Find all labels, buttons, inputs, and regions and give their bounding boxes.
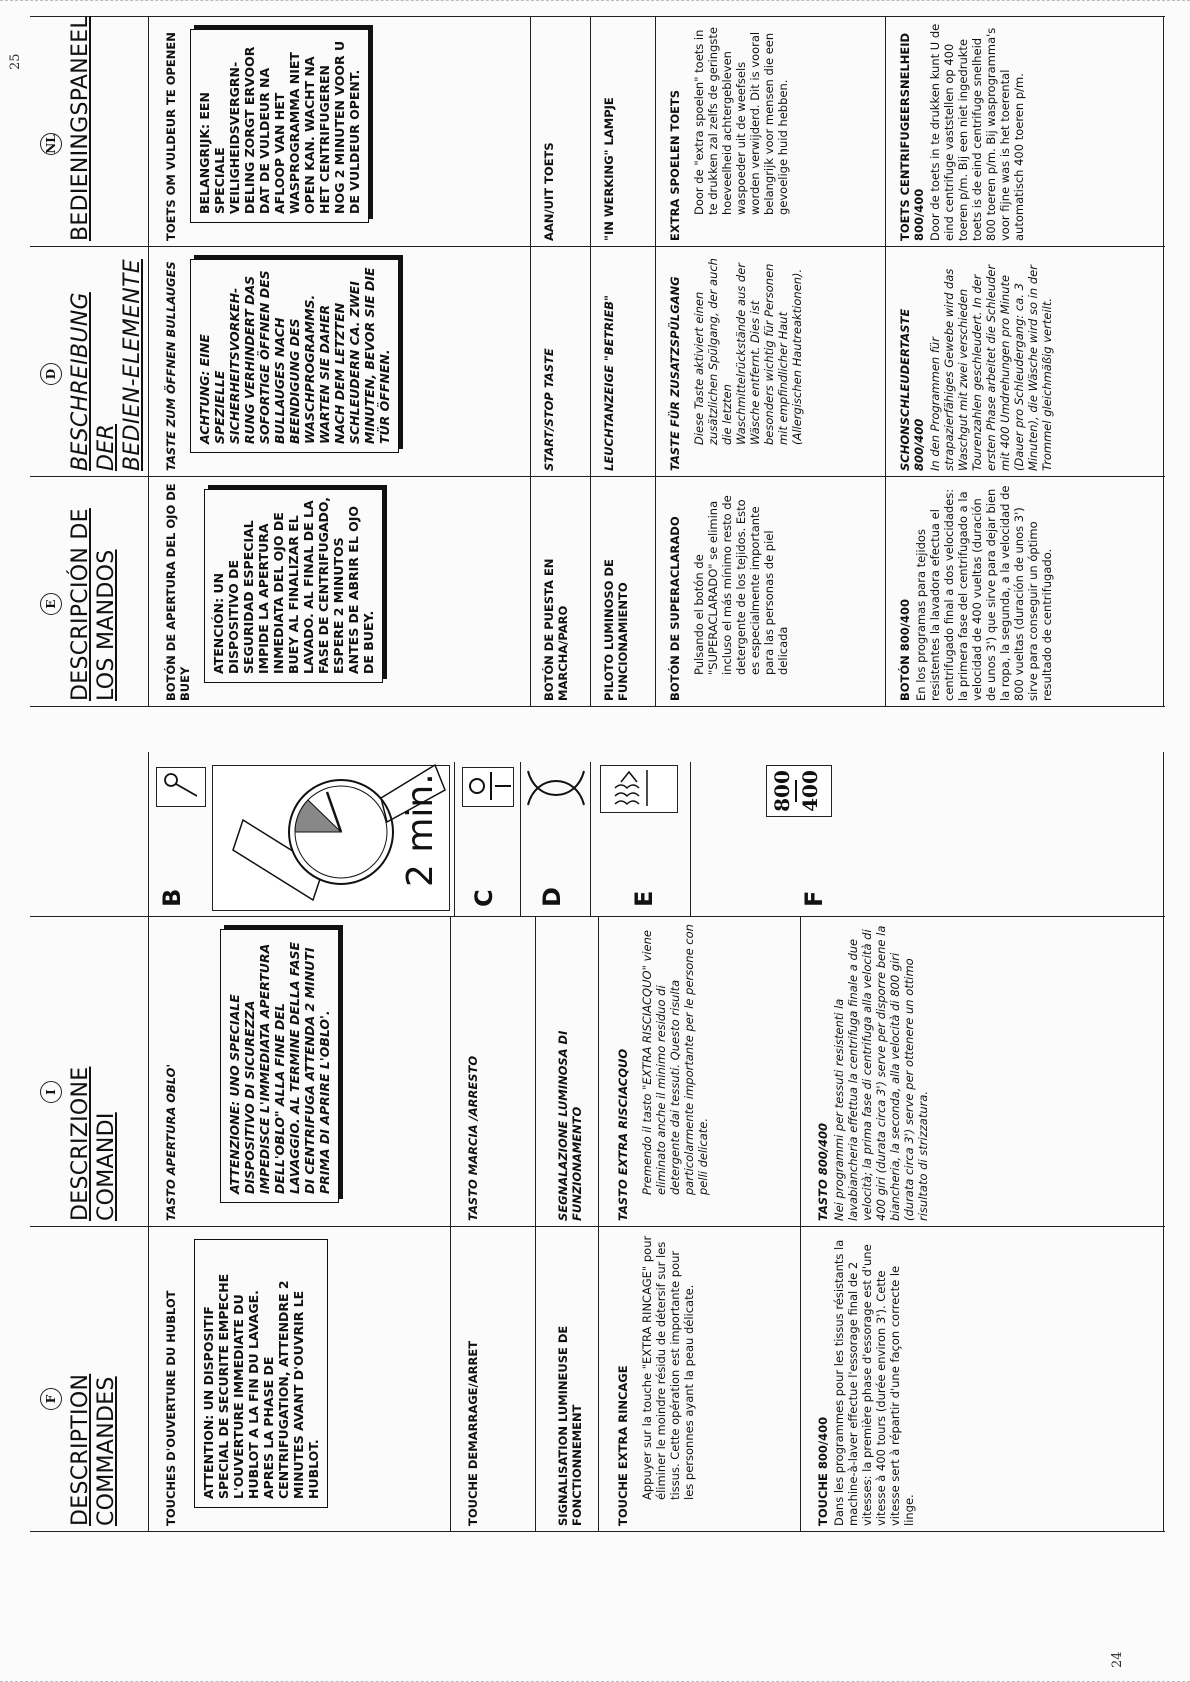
indicator-label: PILOTO LUMINOSO DE FUNCIONAMIENTO	[602, 559, 630, 701]
row-d-german	[596, 247, 616, 477]
description-text: Appuyer sur la touche "EXTRA RINCAGE" pour éliminer le moindre résidu de détersif sur les tissus. Cette opération est importante pour les personnes ayant la peau délicate.	[640, 1235, 696, 1500]
spin-speed-icon	[766, 765, 832, 817]
row-d-dutch	[596, 17, 616, 247]
column-title: BESCHREIBUNG DER BEDIEN-ELEMENTE	[68, 259, 145, 471]
row-b-spanish	[158, 477, 383, 707]
column-dutch	[30, 17, 1165, 247]
row-c-spanish	[536, 477, 570, 707]
column-title: DESCRIZIONE COMANDI	[68, 1066, 119, 1221]
button-label: BOTÓN DE SUPERACLARADO	[668, 516, 682, 701]
rinse-icon	[600, 765, 678, 813]
indicator-wave-icon	[526, 763, 586, 813]
column-header-german	[30, 247, 148, 477]
warning-box: ATTENZIONE: UNO SPECIALE DISPOSITIVO DI SICUREZZA IMPEDISCE L'IMMEDIATA APERTURA DELL'OBLO" ALLA FINE DEL LAVAGGIO. AL TERMINE DELLA FASE DI CENTRIFUGA ATTENDA 2 MINUTI PRIMA DI APRIRE L'OBLO'.	[220, 929, 339, 1203]
column-header-italian	[30, 917, 148, 1227]
row-b-dutch	[158, 17, 369, 247]
description-text: En los programas para tejidos resistentes la lavadora efectua el centrifugado final a dos velocidades: la primera fase del centrifugado a la velocidad de 400 vueltas (duración de unos 3') que sirve para dejar bien la ropa, la segunda, a la velocidad de 800 vueltas (duración de unos 3') sirve para conseguir un óptimo resultado de centrifugado.	[914, 485, 1054, 701]
button-label: TASTO 800/400	[816, 1123, 830, 1221]
column-spanish	[30, 477, 1165, 707]
button-label: START/STOP TASTE	[542, 348, 556, 471]
warning-box: ATTENTION: UN DISPOSITIF SPECIAL DE SECURITE EMPECHE L'OUVERTURE IMMEDIATE DU HUBLOT A LA FIN DU LAVAGE. APRES LA PHASE DE CENTRIFUGATION, ATTENDRE 2 MINUTES AVANT D'OUVRIR LE HUBLOT.	[194, 1239, 328, 1508]
row-f-italian	[810, 917, 930, 1227]
page-number-right: 25	[8, 53, 23, 70]
row-b-italian	[158, 917, 339, 1227]
timer-label: 2 min.	[400, 773, 441, 887]
button-label: AAN/UIT TOETS	[542, 142, 556, 241]
column-header-spanish	[30, 477, 148, 707]
language-badge-icon: D	[40, 363, 62, 385]
warning-box: BELANGRIJK: EEN SPECIALE VEILIGHEIDSVERGRN- DELING ZORGT ERVOOR DAT DE VULDEUR NA AFLOOP VAN HET WASPROGRAMMA NIET OPEN KAN. WACHT NA HET CENTRIFUGEREN NOG 2 MINUTEN VOOR U DE VULDEUR OPENT.	[190, 29, 369, 223]
button-label: TOUCHE EXTRA RINCAGE	[616, 1365, 630, 1526]
indicator-label: "IN WERKING" LAMPJE	[602, 97, 616, 241]
row-e-german	[662, 247, 804, 477]
button-label: TOUCHE 800/400	[816, 1416, 830, 1526]
row-c-dutch	[536, 17, 556, 247]
indicator-label: LEUCHTANZEIGE "BETRIEB"	[602, 294, 616, 471]
language-badge-icon: NL	[40, 133, 62, 155]
control-letter-b: B	[158, 888, 186, 907]
language-badge-icon: F	[40, 1388, 62, 1410]
button-label: TOETS CENTRIFUGEERSNELHEID 800/400	[898, 32, 926, 241]
description-text: Diese Taste aktiviert einen zusätzlichen Spülgang, der auch die letzten Waschmittelrückstände aus der Wäsche entfernt. Dies ist besonders wichtig für Personen mit empfindlicher Haut (Allergischen Hautreaktionen).	[692, 258, 804, 445]
control-letter-d: D	[538, 887, 566, 907]
button-label: BOTÓN 800/400	[898, 598, 912, 701]
control-letter-c: C	[470, 889, 498, 907]
description-text: Door de "extra spoelen" toets in te drukken zal zelfs de geringste hoeveelheid achtergebleven waspoeder uit de weefsels worden verwijderd. Dit is vooral belangrijk voor mensen die een gevoelige huid hebben.	[692, 27, 790, 215]
row-e-dutch	[662, 17, 790, 247]
row-d-spanish	[596, 477, 630, 707]
row-b-french	[158, 1227, 328, 1532]
spin-speed-bottom: 400	[798, 770, 822, 812]
spin-speed-top: 800	[770, 770, 794, 812]
button-label: TASTE FÜR ZUSATZSPÜLGANG	[668, 276, 682, 471]
button-label: TASTO MARCIA /ARRESTO	[466, 1055, 480, 1221]
button-label: TASTE ZUM ÖFFNEN BULLAUGES	[164, 261, 178, 471]
row-e-french	[610, 1227, 696, 1532]
description-text: Door de toets in te drukken kunt U de eind centrifuge vaststellen op 400 toeren p/m. Bij een niet ingedrukte toets is de eind centrifuge snelheid 800 toeren p/m. Bij wasprogramma's voor fijne was is het toerental automatisch 400 toeren p/m.	[928, 23, 1026, 241]
control-letter-e: E	[630, 890, 658, 907]
column-title: BEDIENINGSPANEEL	[68, 16, 93, 241]
description-text: In den Programmen für strapazierfähiges Gewebe wird das Waschgut mit zwei verschieden Tourenzahlen geschleudert. In der ersten Phase arbeitet die Schleuder mit 400 Umdrehungen pro Minute (Dauer pro Schleudergang: ca. 3 Minuten), die Wäsche wird so in der Trommel gleichmäßig verteilt.	[928, 264, 1054, 471]
column-header-dutch	[30, 17, 148, 247]
row-c-italian	[460, 917, 480, 1227]
control-letter-f: F	[800, 890, 828, 907]
language-badge-icon: I	[40, 1081, 62, 1103]
button-label: TOUCHES D'OUVERTURE DU HUBLOT	[164, 1290, 178, 1526]
indicator-label: SIGNALISATION LUMINEUSE DE FONCTIONNEMENT	[556, 1325, 584, 1526]
warning-box: ATENCIÓN: UN DISPOSITIVO DE SEGURIDAD ESPECIAL IMPIDE LA APERTURA INMEDIATA DEL OJO DE BUEY AL FINALIZAR EL LAVADO. AL FINAL DE LA FASE DE CENTRIFUGADO, ESPERE 2 MINUTOS ANTES DE ABRIR EL OJO DE BUEY.	[204, 489, 383, 683]
button-label: EXTRA SPOELEN TOETS	[668, 89, 682, 241]
button-label: TOETS OM VULDEUR TE OPENEN	[164, 32, 178, 241]
button-label: BOTÓN DE APERTURA DEL OJO DE BUEY	[164, 483, 192, 701]
button-label: BOTÓN DE PUESTA EN MARCHA/PARO	[542, 558, 570, 701]
description-text: Premendo il tasto "EXTRA RISCIACQUO" viene eliminato anche il minimo residuo di detergente dai tessuti. Questo risulta particolarmente importante per le persone con pelli delicate.	[640, 924, 710, 1195]
description-text: Dans les programmes pour les tissus résistants la machine-à-laver effectue l'essorage final de 2 vitesses: la première phase d'essorage est d'une vitesse à 400 tours (durée environ 3'). Cette vitesse sert à répartir d'une façon correcte le linge.	[832, 1239, 916, 1526]
column-title: DESCRIPCIÓN DE LOS MANDOS	[68, 508, 119, 701]
column-header-french	[30, 1227, 148, 1532]
row-f-german	[892, 247, 1054, 477]
column-german	[30, 247, 1165, 477]
row-f-french	[810, 1227, 916, 1532]
row-f-dutch	[892, 17, 1026, 247]
button-label: SCHONSCHLEUDERTASTE 800/400	[898, 308, 926, 471]
row-e-italian	[610, 917, 710, 1227]
button-label: TASTO APERTURA OBLO'	[164, 1064, 178, 1221]
description-text: Nei programmi per tessuti resistenti la lavabiancheria effettua la centrifuga finale a due velocità; la prima fase di centrifuga alla velocità di 400 giri (durata circa 3') serve per disporre bene la biancheria, la seconda, alla velocità di 800 giri (durata circa 3') serve per ottenere un ottimo risultato di strizzatura.	[832, 925, 930, 1221]
column-symbols	[30, 752, 1165, 917]
column-title: DESCRIPTION COMMANDES	[68, 1373, 119, 1526]
row-d-french	[550, 1227, 584, 1532]
right-panel-table	[30, 17, 1165, 707]
button-label: TOUCHE DEMARRAGE/ARRET	[466, 1340, 480, 1526]
row-b-german	[158, 247, 399, 477]
page-number-left: 24	[1110, 1651, 1125, 1668]
row-c-french	[460, 1227, 480, 1532]
left-panel-table	[30, 752, 1165, 1532]
indicator-label: SEGNALAZIONE LUMINOSA DI FUNZIONAMENTO	[556, 1030, 584, 1221]
language-badge-icon: E	[40, 593, 62, 615]
start-stop-icon	[462, 767, 514, 807]
description-text: Pulsando el botón de "SUPERACLARADO" se elimina incluso el más mínimo resto de detergente de los tejidos. Esto es especialmente importante para las personas de piel delicada	[692, 495, 790, 675]
row-d-italian	[550, 917, 584, 1227]
warning-box: ACHTUNG: EINE SPEZIELLE SICHERHEITSVORKEH- RUNG VERHINDERT DAS SOFORTIGE ÖFFNEN DES BULLAUGES NACH BEENDIGUNG DES WASCHPROGRAMMS. WARTEN SIE DAHER NACH DEM LETZTEN SCHLEUDERN CA. ZWEI MINUTEN, BEVOR SIE DIE TÜR ÖFFNEN.	[190, 259, 399, 453]
row-c-german	[536, 247, 556, 477]
row-f-spanish	[892, 477, 1054, 707]
button-label: TASTO EXTRA RISCIACQUO	[616, 1048, 630, 1221]
key-icon	[156, 767, 206, 807]
row-e-spanish	[662, 477, 790, 707]
